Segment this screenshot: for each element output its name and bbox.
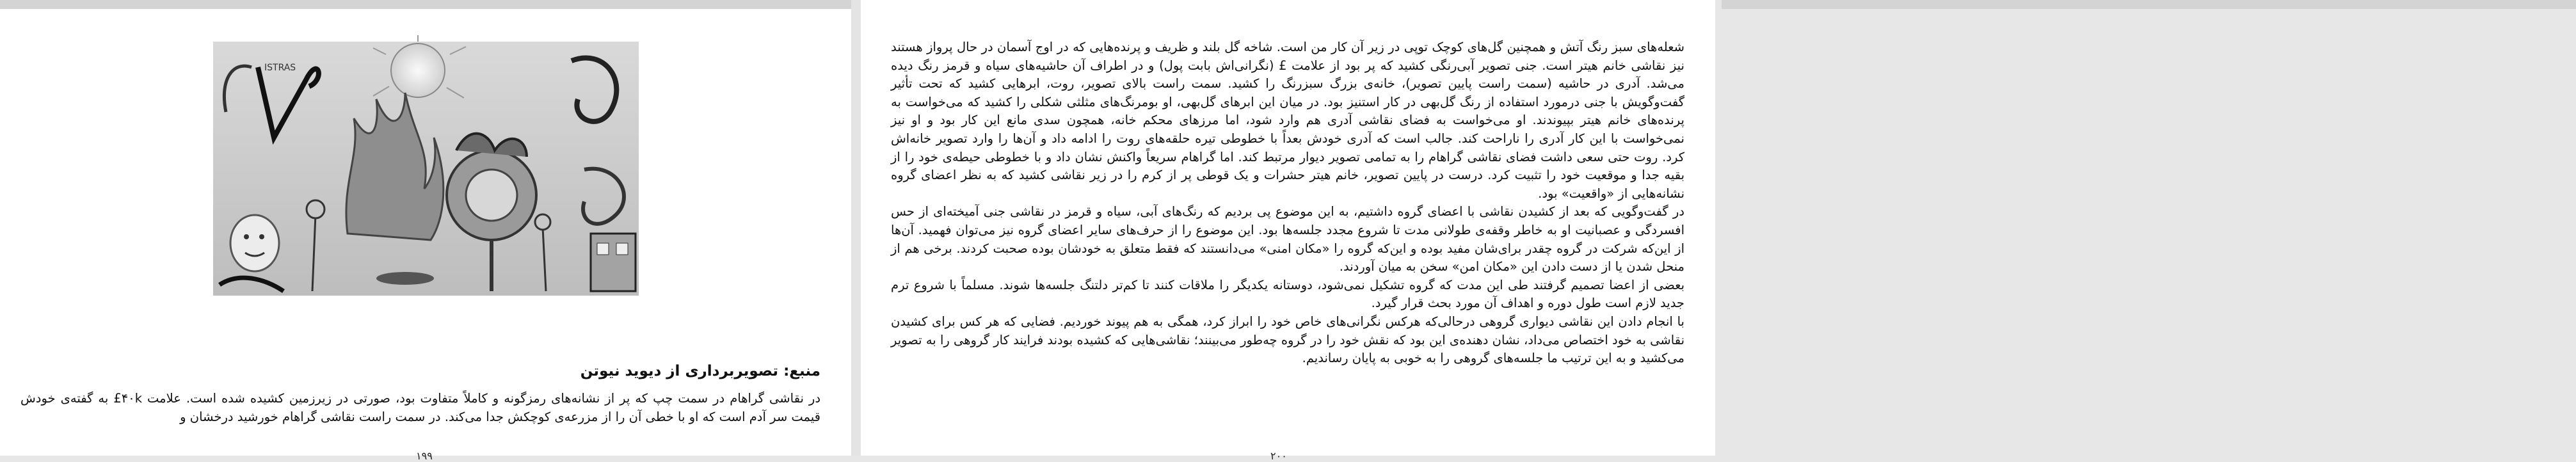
child-drawing-illustration (213, 42, 639, 296)
figure-caption: منبع: تصویربرداری از دیوید نیوتن (580, 363, 820, 379)
book-gutter (851, 0, 861, 456)
paragraph: در گفت‌وگویی که بعد از کشیدن نقاشی با اعضای گروه داشتیم، به این موضوع پی بردیم که رنگ‌های آبی، سیاه و قرمز در نقاشی جنی آمیخته‌ای از حس افسردگی و عصبانیت او به خاطر وقفه‌ی طولانی مدت تا شروع مجدد جلسه‌ها بود. این موضوع را از حرف‌های سایر اعضای گروه نیز می‌توان فهمید. آن‌ها از این‌که شرکت در گروه چقدر برای‌شان مفید بوده و این‌که گروه را «مکان امنی» می‌دانستند که فقط متعلق به خودشان بوده صحبت کردند. برخی هم از منحل شدن یا از دست دادن این «مکان امن» سخن به میان آوردند. (891, 204, 1684, 275)
left-page-paragraph: در نقاشی گراهام در سمت چپ که پر از نشانه‌های رمزگونه و کاملاً متفاوت بود، صورتی در زیرزمین کشیده شده است. علامت ۴۰k£ به گفته‌ی خودش قیمت سر آدم است که او با خطی آن را از مزرعه‌ی کوچکش جدا می‌کند. در سمت راست نقاشی گراهام خورشید درخشان و (20, 391, 821, 424)
drawing-label: ISTRAS (264, 63, 296, 73)
right-page-text (891, 38, 1684, 368)
right-page (861, 0, 1715, 462)
left-page (0, 0, 851, 462)
right-page-number: ۲۰۰ (1270, 450, 1287, 462)
paragraph: بعضی از اعضا تصمیم گرفتند طی این مدت که گروه تشکیل نمی‌شود، دوستانه یکدیگر را ملاقات کنند تا کم‌تر دلتنگ جلسه‌ها شوند. مسلماً با شروع ترم جدید لازم است طول دوره و اهداف آن مورد بحث قرار گیرد. (891, 277, 1684, 311)
group-mural-drawing (213, 42, 639, 296)
paragraph: با انجام دادن این نقاشی دیواری گروهی درحالی‌که هرکس نگرانی‌های خاص خود را ابراز کرد، همگی به هم پیوند خوردیم. فضایی که هر کس برای کشیدن نقاشی به خود اختصاص می‌داد، نشان دهنده‌ی این بود که نقش خود را در گروه چه‌طور می‌بینند؛ نقاشی‌هایی که کشیده بودند فرایند کار گروهی را به تصویر می‌کشید و به این ترتیب ما جلسه‌های گروهی را به خوبی به پایان رساندیم. (891, 314, 1684, 366)
paragraph: شعله‌های سبز رنگ آتش و همچنین گل‌های کوچک توپی در زیر آن کار من است. شاخه گل بلند و ظریف و پرنده‌هایی که در اوج آسمان در حال پرواز هستند نیز نقاشی خانم هیتر است. جنی تصویر آبی‌رنگی کشید که پر بود از علامت £ (نگرانی‌اش بابت پول) و در اطراف آن حاشیه‌های سیاه و قرمز رنگ دیده می‌شد. آدری در حاشیه (سمت راست پایین تصویر)، خانه‌ی بزرگ سبزرنگ را کشید. سمت راست بالای تصویر، روت، ابرهایی کشید که تحت تأثیر گفت‌وگویش با جنی درمورد استفاده از رنگ گل‌بهی در کار استنیز بود. در میان این ابرهای گل‌بهی، او بومرنگ‌های مثلثی شکلی را کشید که می‌خواست به پرنده‌های خانم هیتر بپیوندند. او می‌خواست به فضای نقاشی آدری هم وارد شود، اما مرزهای محکم خانه، همچون سدی مانع این کار بود و او نیز نمی‌خواست با این کار آدری را ناراحت کند. جالب است که آدری خودش بعداً با خطوطی تیره حلقه‌های روت را ادامه داد و آن‌ها را وارد تصویر خانه‌اش کرد. روت حتی سعی داشت فضای نقاشی گراهام را به تمامی تصویر دیوار مرتبط کند. اما گراهام سریعاً واکنش نشان داد و با خطوطی حیطه‌ی خود را از بقیه جدا و موقعیت خود را تثبیت کرد. درست در پایین تصویر، خانم هیتر حشرات و یک قوطی پر از کرم را در زیر نقاشی کشید که به نظر اعضای گروه نشانه‌هایی از «واقعیت» بود. (891, 40, 1684, 201)
page-top-edge (1722, 0, 2576, 9)
left-page-number: ۱۹۹ (416, 450, 433, 462)
page-top-edge (0, 0, 851, 9)
